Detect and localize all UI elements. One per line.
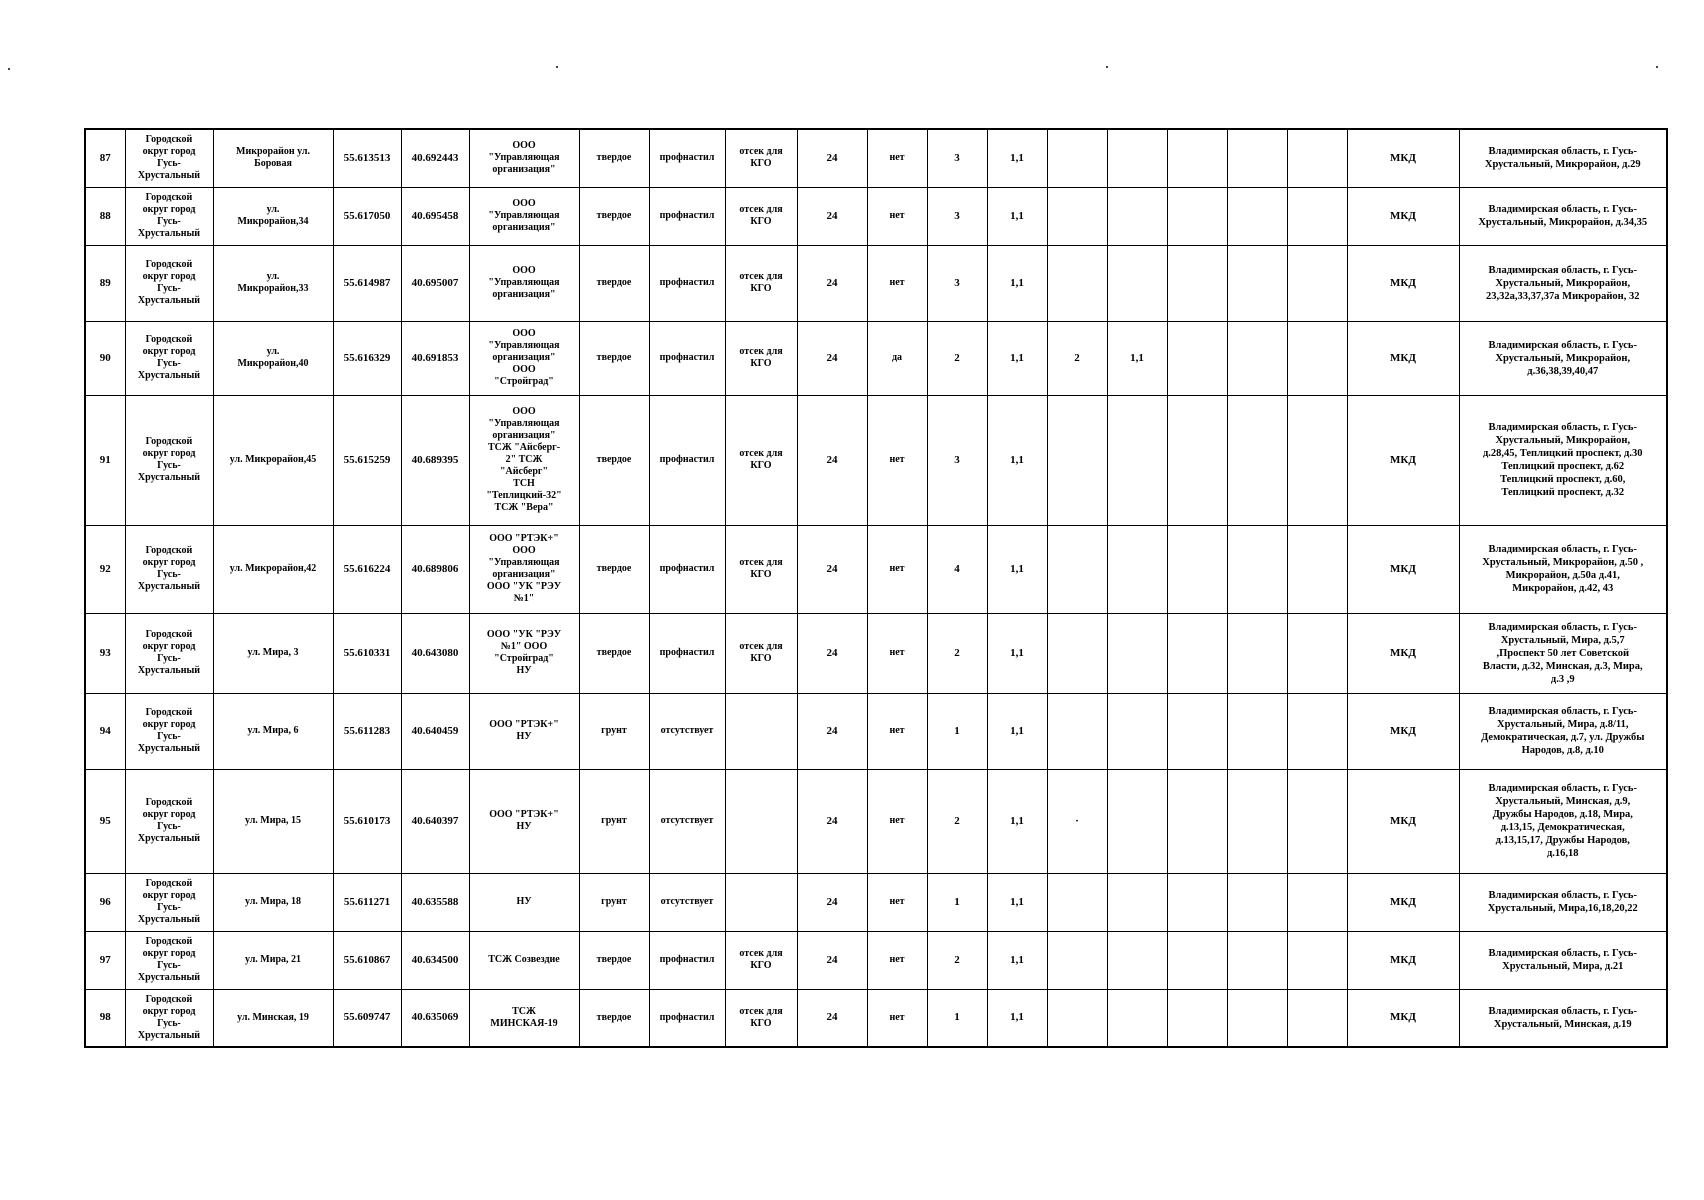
container-count: 3 xyxy=(927,129,987,187)
site-area: 24 xyxy=(797,245,867,321)
table-row xyxy=(85,769,1667,873)
served-addresses: Владимирская область, г. Гусь- Хрустальный, Микрорайон, д.28,45, Теплицкий проспект, д.30 Теплицкий проспект, д.62 Теплицкий проспект, д.60, Теплицкий проспект, д.32 xyxy=(1459,395,1667,525)
table-row xyxy=(85,989,1667,1047)
latitude: 55.616224 xyxy=(333,525,401,613)
empty-cell xyxy=(1227,245,1287,321)
planned-volume xyxy=(1107,873,1167,931)
empty-cell xyxy=(1227,693,1287,769)
roof-flag: нет xyxy=(867,245,927,321)
empty-cell xyxy=(1287,693,1347,769)
scan-speck xyxy=(8,68,10,70)
planned-volume xyxy=(1107,129,1167,187)
empty-cell xyxy=(1167,395,1227,525)
fence-material: профнастил xyxy=(649,395,725,525)
street: ул. Мира, 21 xyxy=(213,931,333,989)
longitude: 40.635069 xyxy=(401,989,469,1047)
table-row xyxy=(85,525,1667,613)
served-addresses: Владимирская область, г. Гусь- Хрустальный, Мира,16,18,20,22 xyxy=(1459,873,1667,931)
row-number: 98 xyxy=(85,989,125,1047)
latitude: 55.609747 xyxy=(333,989,401,1047)
table-row xyxy=(85,245,1667,321)
source-type: МКД xyxy=(1347,245,1459,321)
municipality: Городской округ город Гусь- Хрустальный xyxy=(125,873,213,931)
site-area: 24 xyxy=(797,395,867,525)
empty-cell xyxy=(1227,613,1287,693)
table-row xyxy=(85,187,1667,245)
container-count: 2 xyxy=(927,321,987,395)
table-row xyxy=(85,395,1667,525)
container-count: 2 xyxy=(927,931,987,989)
served-addresses: Владимирская область, г. Гусь- Хрустальный, Минская, д.19 xyxy=(1459,989,1667,1047)
roof-flag: нет xyxy=(867,989,927,1047)
empty-cell xyxy=(1167,129,1227,187)
surface-type: твердое xyxy=(579,613,649,693)
container-volume: 1,1 xyxy=(987,613,1047,693)
roof-flag: нет xyxy=(867,525,927,613)
empty-cell xyxy=(1287,769,1347,873)
empty-cell xyxy=(1287,989,1347,1047)
surface-type: твердое xyxy=(579,989,649,1047)
latitude: 55.611271 xyxy=(333,873,401,931)
row-number: 91 xyxy=(85,395,125,525)
longitude: 40.643080 xyxy=(401,613,469,693)
longitude: 40.695458 xyxy=(401,187,469,245)
fence-material: профнастил xyxy=(649,989,725,1047)
row-number: 97 xyxy=(85,931,125,989)
row-number: 88 xyxy=(85,187,125,245)
container-volume: 1,1 xyxy=(987,525,1047,613)
empty-cell xyxy=(1287,873,1347,931)
municipality: Городской округ город Гусь- Хрустальный xyxy=(125,769,213,873)
served-addresses: Владимирская область, г. Гусь- Хрустальный, Мира, д.5,7 ,Проспект 50 лет Советской Власти, д.32, Минская, д.3, Мира, д.3 ,9 xyxy=(1459,613,1667,693)
container-count: 3 xyxy=(927,395,987,525)
planned-volume xyxy=(1107,693,1167,769)
kgo-compartment: отсек для КГО xyxy=(725,989,797,1047)
planned-volume: 1,1 xyxy=(1107,321,1167,395)
longitude: 40.640459 xyxy=(401,693,469,769)
site-area: 24 xyxy=(797,613,867,693)
fence-material: отсутствует xyxy=(649,873,725,931)
container-count: 4 xyxy=(927,525,987,613)
container-count: 2 xyxy=(927,613,987,693)
kgo-compartment: отсек для КГО xyxy=(725,321,797,395)
municipality: Городской округ город Гусь- Хрустальный xyxy=(125,613,213,693)
empty-cell xyxy=(1287,395,1347,525)
site-area: 24 xyxy=(797,873,867,931)
planned-count xyxy=(1047,525,1107,613)
surface-type: грунт xyxy=(579,769,649,873)
row-number: 87 xyxy=(85,129,125,187)
street: ул. Микрорайон,34 xyxy=(213,187,333,245)
container-volume: 1,1 xyxy=(987,245,1047,321)
scan-speck xyxy=(556,66,558,68)
kgo-compartment: отсек для КГО xyxy=(725,395,797,525)
empty-cell xyxy=(1287,525,1347,613)
container-volume: 1,1 xyxy=(987,129,1047,187)
container-count: 3 xyxy=(927,245,987,321)
row-number: 96 xyxy=(85,873,125,931)
source-type: МКД xyxy=(1347,769,1459,873)
container-count: 1 xyxy=(927,693,987,769)
street: ул. Мира, 18 xyxy=(213,873,333,931)
planned-count xyxy=(1047,989,1107,1047)
planned-volume xyxy=(1107,989,1167,1047)
organization: ООО "РТЭК+" НУ xyxy=(469,769,579,873)
kgo-compartment: отсек для КГО xyxy=(725,187,797,245)
source-type: МКД xyxy=(1347,321,1459,395)
source-type: МКД xyxy=(1347,873,1459,931)
street: ул. Мира, 3 xyxy=(213,613,333,693)
surface-type: твердое xyxy=(579,129,649,187)
planned-volume xyxy=(1107,187,1167,245)
container-volume: 1,1 xyxy=(987,989,1047,1047)
container-volume: 1,1 xyxy=(987,769,1047,873)
container-count: 3 xyxy=(927,187,987,245)
municipality: Городской округ город Гусь- Хрустальный xyxy=(125,989,213,1047)
street: ул. Мира, 6 xyxy=(213,693,333,769)
latitude: 55.617050 xyxy=(333,187,401,245)
surface-type: твердое xyxy=(579,395,649,525)
source-type: МКД xyxy=(1347,395,1459,525)
municipality: Городской округ город Гусь- Хрустальный xyxy=(125,931,213,989)
table-row xyxy=(85,693,1667,769)
fence-material: профнастил xyxy=(649,525,725,613)
fence-material: профнастил xyxy=(649,187,725,245)
planned-count xyxy=(1047,613,1107,693)
municipality: Городской округ город Гусь- Хрустальный xyxy=(125,129,213,187)
empty-cell xyxy=(1287,187,1347,245)
street: ул. Микрорайон,45 xyxy=(213,395,333,525)
planned-count xyxy=(1047,129,1107,187)
empty-cell xyxy=(1227,129,1287,187)
street: ул. Микрорайон,33 xyxy=(213,245,333,321)
source-type: МКД xyxy=(1347,931,1459,989)
latitude: 55.610173 xyxy=(333,769,401,873)
served-addresses: Владимирская область, г. Гусь- Хрустальный, Микрорайон, д.50 , Микрорайон, д.50а д.41, Микрорайон, д.42, 43 xyxy=(1459,525,1667,613)
organization: ООО "Управляющая организация" xyxy=(469,187,579,245)
empty-cell xyxy=(1167,873,1227,931)
latitude: 55.614987 xyxy=(333,245,401,321)
surface-type: твердое xyxy=(579,931,649,989)
longitude: 40.692443 xyxy=(401,129,469,187)
empty-cell xyxy=(1167,613,1227,693)
empty-cell xyxy=(1227,321,1287,395)
container-volume: 1,1 xyxy=(987,693,1047,769)
planned-volume xyxy=(1107,395,1167,525)
served-addresses: Владимирская область, г. Гусь- Хрустальный, Микрорайон, 23,32а,33,37,37а Микрорайон, 32 xyxy=(1459,245,1667,321)
planned-count xyxy=(1047,245,1107,321)
served-addresses: Владимирская область, г. Гусь- Хрустальный, Микрорайон, д.29 xyxy=(1459,129,1667,187)
municipality: Городской округ город Гусь- Хрустальный xyxy=(125,321,213,395)
kgo-compartment: отсек для КГО xyxy=(725,525,797,613)
longitude: 40.691853 xyxy=(401,321,469,395)
served-addresses: Владимирская область, г. Гусь- Хрустальный, Мира, д.21 xyxy=(1459,931,1667,989)
street: ул. Мира, 15 xyxy=(213,769,333,873)
roof-flag: да xyxy=(867,321,927,395)
container-volume: 1,1 xyxy=(987,395,1047,525)
surface-type: грунт xyxy=(579,693,649,769)
site-area: 24 xyxy=(797,525,867,613)
organization: ООО "УК "РЭУ №1" ООО "Стройград" НУ xyxy=(469,613,579,693)
kgo-compartment: отсек для КГО xyxy=(725,931,797,989)
latitude: 55.613513 xyxy=(333,129,401,187)
row-number: 89 xyxy=(85,245,125,321)
empty-cell xyxy=(1227,873,1287,931)
served-addresses: Владимирская область, г. Гусь- Хрустальный, Микрорайон, д.36,38,39,40,47 xyxy=(1459,321,1667,395)
planned-count xyxy=(1047,693,1107,769)
planned-volume xyxy=(1107,525,1167,613)
organization: ТСЖ МИНСКАЯ-19 xyxy=(469,989,579,1047)
surface-type: твердое xyxy=(579,187,649,245)
roof-flag: нет xyxy=(867,873,927,931)
empty-cell xyxy=(1227,187,1287,245)
organization: ООО "РТЭК+" НУ xyxy=(469,693,579,769)
row-number: 93 xyxy=(85,613,125,693)
roof-flag: нет xyxy=(867,693,927,769)
container-volume: 1,1 xyxy=(987,321,1047,395)
source-type: МКД xyxy=(1347,525,1459,613)
kgo-compartment xyxy=(725,693,797,769)
planned-count xyxy=(1047,873,1107,931)
planned-count: · xyxy=(1047,769,1107,873)
empty-cell xyxy=(1287,129,1347,187)
row-number: 90 xyxy=(85,321,125,395)
empty-cell xyxy=(1227,769,1287,873)
container-count: 2 xyxy=(927,769,987,873)
fence-material: профнастил xyxy=(649,245,725,321)
container-count: 1 xyxy=(927,873,987,931)
empty-cell xyxy=(1287,245,1347,321)
municipality: Городской округ город Гусь- Хрустальный xyxy=(125,525,213,613)
municipality: Городской округ город Гусь- Хрустальный xyxy=(125,395,213,525)
table-row xyxy=(85,129,1667,187)
longitude: 40.689806 xyxy=(401,525,469,613)
organization: ООО "Управляющая организация" xyxy=(469,245,579,321)
empty-cell xyxy=(1167,187,1227,245)
table-row xyxy=(85,321,1667,395)
municipality: Городской округ город Гусь- Хрустальный xyxy=(125,693,213,769)
scan-speck xyxy=(1656,66,1658,68)
table-row xyxy=(85,931,1667,989)
site-area: 24 xyxy=(797,129,867,187)
organization: ООО "РТЭК+" ООО "Управляющая организация" ООО "УК "РЭУ №1" xyxy=(469,525,579,613)
planned-volume xyxy=(1107,613,1167,693)
kgo-compartment: отсек для КГО xyxy=(725,129,797,187)
municipality: Городской округ город Гусь- Хрустальный xyxy=(125,245,213,321)
planned-volume xyxy=(1107,769,1167,873)
municipality: Городской округ город Гусь- Хрустальный xyxy=(125,187,213,245)
planned-volume xyxy=(1107,245,1167,321)
kgo-compartment: отсек для КГО xyxy=(725,245,797,321)
fence-material: отсутствует xyxy=(649,693,725,769)
empty-cell xyxy=(1167,525,1227,613)
container-volume: 1,1 xyxy=(987,873,1047,931)
table-row xyxy=(85,873,1667,931)
empty-cell xyxy=(1287,321,1347,395)
roof-flag: нет xyxy=(867,931,927,989)
organization: ООО "Управляющая организация" ООО "Стройград" xyxy=(469,321,579,395)
kgo-compartment xyxy=(725,769,797,873)
container-sites-table xyxy=(84,128,1668,1048)
surface-type: твердое xyxy=(579,245,649,321)
fence-material: профнастил xyxy=(649,931,725,989)
container-volume: 1,1 xyxy=(987,931,1047,989)
surface-type: грунт xyxy=(579,873,649,931)
organization: ООО "Управляющая организация" xyxy=(469,129,579,187)
planned-count xyxy=(1047,931,1107,989)
empty-cell xyxy=(1167,989,1227,1047)
empty-cell xyxy=(1167,769,1227,873)
roof-flag: нет xyxy=(867,769,927,873)
fence-material: отсутствует xyxy=(649,769,725,873)
roof-flag: нет xyxy=(867,613,927,693)
street: Микрорайон ул. Боровая xyxy=(213,129,333,187)
empty-cell xyxy=(1227,931,1287,989)
latitude: 55.611283 xyxy=(333,693,401,769)
planned-count xyxy=(1047,187,1107,245)
street: ул. Минская, 19 xyxy=(213,989,333,1047)
source-type: МКД xyxy=(1347,187,1459,245)
empty-cell xyxy=(1227,989,1287,1047)
latitude: 55.610331 xyxy=(333,613,401,693)
fence-material: профнастил xyxy=(649,321,725,395)
kgo-compartment: отсек для КГО xyxy=(725,613,797,693)
served-addresses: Владимирская область, г. Гусь- Хрустальный, Минская, д.9, Дружбы Народов, д.18, Мира, д.13,15, Демократическая, д.13,15,17, Дружбы Народов, д.16,18 xyxy=(1459,769,1667,873)
container-volume: 1,1 xyxy=(987,187,1047,245)
empty-cell xyxy=(1287,613,1347,693)
organization: ООО "Управляющая организация" ТСЖ "Айсберг- 2" ТСЖ "Айсберг" ТСН "Теплицкий-32" ТСЖ "Вера" xyxy=(469,395,579,525)
site-area: 24 xyxy=(797,769,867,873)
row-number: 92 xyxy=(85,525,125,613)
surface-type: твердое xyxy=(579,321,649,395)
longitude: 40.635588 xyxy=(401,873,469,931)
empty-cell xyxy=(1227,395,1287,525)
longitude: 40.634500 xyxy=(401,931,469,989)
empty-cell xyxy=(1167,693,1227,769)
organization: ТСЖ Созвездие xyxy=(469,931,579,989)
empty-cell xyxy=(1167,321,1227,395)
source-type: МКД xyxy=(1347,613,1459,693)
site-area: 24 xyxy=(797,693,867,769)
organization: НУ xyxy=(469,873,579,931)
site-area: 24 xyxy=(797,931,867,989)
empty-cell xyxy=(1167,245,1227,321)
fence-material: профнастил xyxy=(649,129,725,187)
container-count: 1 xyxy=(927,989,987,1047)
empty-cell xyxy=(1287,931,1347,989)
site-area: 24 xyxy=(797,321,867,395)
empty-cell xyxy=(1227,525,1287,613)
roof-flag: нет xyxy=(867,395,927,525)
empty-cell xyxy=(1167,931,1227,989)
row-number: 94 xyxy=(85,693,125,769)
kgo-compartment xyxy=(725,873,797,931)
site-area: 24 xyxy=(797,187,867,245)
street: ул. Микрорайон,42 xyxy=(213,525,333,613)
roof-flag: нет xyxy=(867,187,927,245)
source-type: МКД xyxy=(1347,129,1459,187)
served-addresses: Владимирская область, г. Гусь- Хрустальный, Микрорайон, д.34,35 xyxy=(1459,187,1667,245)
row-number: 95 xyxy=(85,769,125,873)
planned-volume xyxy=(1107,931,1167,989)
surface-type: твердое xyxy=(579,525,649,613)
latitude: 55.615259 xyxy=(333,395,401,525)
site-area: 24 xyxy=(797,989,867,1047)
fence-material: профнастил xyxy=(649,613,725,693)
latitude: 55.610867 xyxy=(333,931,401,989)
planned-count xyxy=(1047,395,1107,525)
scan-speck xyxy=(1106,66,1108,68)
roof-flag: нет xyxy=(867,129,927,187)
longitude: 40.640397 xyxy=(401,769,469,873)
street: ул. Микрорайон,40 xyxy=(213,321,333,395)
source-type: МКД xyxy=(1347,693,1459,769)
planned-count: 2 xyxy=(1047,321,1107,395)
longitude: 40.689395 xyxy=(401,395,469,525)
longitude: 40.695007 xyxy=(401,245,469,321)
served-addresses: Владимирская область, г. Гусь- Хрустальный, Мира, д.8/11, Демократическая, д.7, ул. Дружбы Народов, д.8, д.10 xyxy=(1459,693,1667,769)
table-row xyxy=(85,613,1667,693)
source-type: МКД xyxy=(1347,989,1459,1047)
latitude: 55.616329 xyxy=(333,321,401,395)
